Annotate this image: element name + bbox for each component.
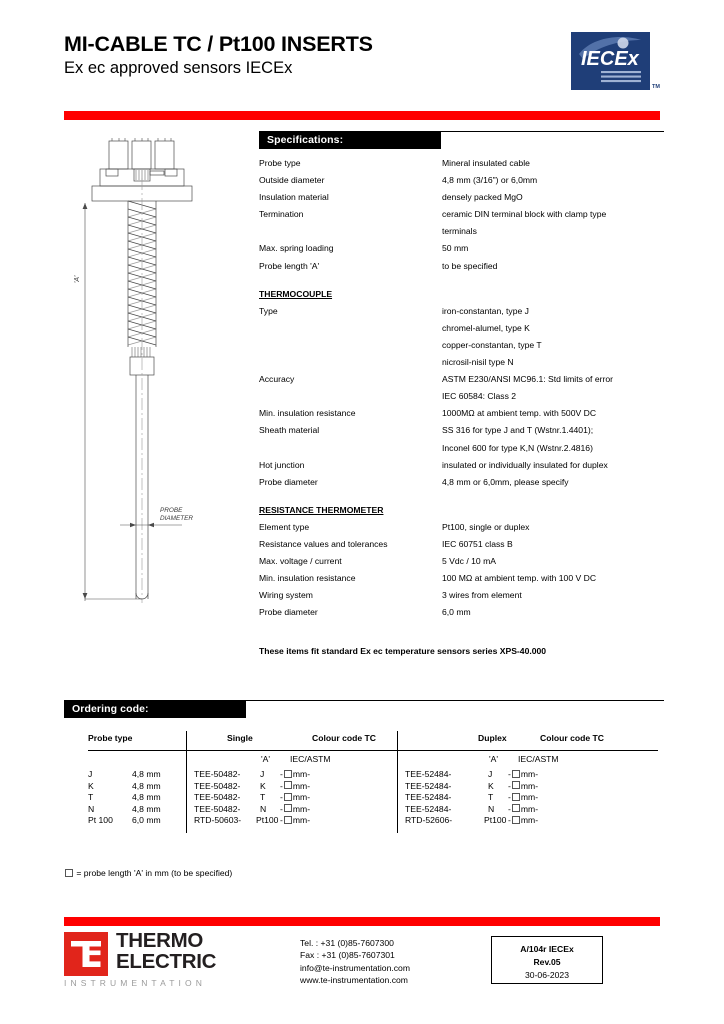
spec-row [259,374,664,391]
cell-single-type: K [260,780,266,791]
cell-diameter: 4,8 mm [132,792,161,803]
spec-value: 6,0 mm [442,607,471,618]
length-placeholder-box[interactable] [512,781,520,789]
spec-value: nicrosil-nisil type N [442,357,514,368]
cell-duplex-code: TEE-52484- [405,780,452,791]
cell-probe-type: N [88,803,95,814]
spacer [259,494,664,505]
spec-row [259,425,664,442]
cell-diameter: 4,8 mm [132,780,161,791]
thermocouple-heading-row [259,289,664,306]
spec-row [259,522,664,539]
spec-label: Resistance values and tolerances [259,538,388,549]
cell-single-code: TEE-50482- [194,792,241,803]
brand-tagline: INSTRUMENTATION [64,978,206,988]
spec-row [259,340,664,357]
col-colour-code-single: Colour code TC [312,733,376,743]
table-row [64,815,664,827]
spec-label: Wiring system [259,590,313,601]
spec-value: Inconel 600 for type K,N (Wstnr.2.4816) [442,442,593,453]
table-row [64,804,664,816]
accent-bar-bottom [64,917,660,926]
table-subheader-row [64,754,664,769]
document-reference-box [491,936,603,984]
spec-value: terminals [442,226,477,237]
subcol-a-single: 'A' [261,754,271,764]
length-placeholder-box[interactable] [284,770,292,778]
spec-row [259,443,664,460]
thermocouple-heading: THERMOCOUPLE [259,288,333,299]
spec-row [259,477,664,494]
specifications-heading: Specifications: [259,132,441,149]
spec-label: Sheath material [259,425,320,436]
spec-row [259,607,664,624]
length-placeholder-box[interactable] [512,770,520,778]
spec-row [259,573,664,590]
cell-diameter: 4,8 mm [132,769,161,779]
cell-duplex-unit: mm- [520,815,539,826]
cell-diameter: 4,8 mm [132,803,161,814]
spec-label: Outside diameter [259,175,325,186]
spec-label: Max. voltage / current [259,556,342,567]
spec-label: Insulation material [259,192,329,203]
contact-tel: Tel. : +31 (0)85-7607300 [300,938,394,948]
length-placeholder-box[interactable] [284,781,292,789]
spec-row [259,391,664,408]
svg-text:IECEx: IECEx [581,48,639,70]
spec-row [259,192,664,209]
length-placeholder-box[interactable] [512,793,520,801]
cell-single-unit: mm- [292,803,311,814]
spec-row [259,261,664,278]
cell-duplex-length: - mm- [508,815,539,826]
table-row [64,792,664,804]
brand-line-1: THERMO [116,929,204,952]
cell-single-unit: mm- [292,815,311,826]
spec-value: chromel-alumel, type K [442,322,530,333]
length-placeholder-box[interactable] [284,804,292,812]
spec-value: IEC 60751 class B [442,538,513,549]
cell-duplex-unit: mm- [520,780,539,791]
spec-row [259,539,664,556]
page-subtitle: Ex ec approved sensors IECEx [64,59,293,78]
subcol-std-single: IEC/ASTM [290,754,331,764]
cell-duplex-length: - mm- [508,780,539,791]
cell-single-type: J [260,769,265,779]
spacer [259,278,664,289]
col-probe-type: Probe type [88,733,133,743]
table-row [64,781,664,793]
cell-duplex-length: - mm- [508,803,539,814]
length-placeholder-box[interactable] [512,816,520,824]
spec-row [259,590,664,607]
cell-single-type: N [260,803,267,814]
ordering-footnote [64,868,232,878]
spec-row [259,408,664,425]
cell-duplex-unit: mm- [520,769,539,779]
cell-duplex-type: Pt100 [484,815,507,826]
length-placeholder-box[interactable] [512,804,520,812]
spec-value: ASTM E230/ANSI MC96.1: Std limits of error [442,374,613,385]
spec-value: copper-constantan, type T [442,339,542,350]
spec-value: insulated or individually insulated for duplex [442,459,608,470]
brand-line-2: ELECTRIC [116,949,217,973]
spec-value: IEC 60584: Class 2 [442,391,517,402]
length-placeholder-box[interactable] [284,793,292,801]
brand-wordmark [116,931,216,973]
spec-label: Probe diameter [259,476,318,487]
col-colour-code-duplex: Colour code TC [540,733,604,743]
cell-probe-type: T [88,792,94,803]
cell-single-code: TEE-50482- [194,769,241,779]
probe-technical-drawing [62,133,252,613]
cell-duplex-code: TEE-52484- [405,803,452,814]
spec-label: Element type [259,521,310,532]
ordering-heading: Ordering code: [64,701,246,718]
spec-row [259,226,664,243]
table-header-row [64,733,664,749]
spec-value: ceramic DIN terminal block with clamp type [442,209,607,220]
spec-row [259,175,664,192]
document-date: 30-06-2023 [525,970,569,980]
spec-value: Pt100, single or duplex [442,521,530,532]
cell-diameter: 6,0 mm [132,815,161,826]
spec-value: 4,8 mm or 6,0mm, please specify [442,476,569,487]
spec-value: 5 Vdc / 10 mA [442,556,496,567]
cell-duplex-code: TEE-52484- [405,769,452,779]
spec-row [259,306,664,323]
spec-value: Mineral insulated cable [442,158,530,168]
document-revision: Rev.05 [533,957,561,967]
cell-duplex-unit: mm- [520,803,539,814]
cell-single-type: T [260,792,266,803]
dimension-label-a: 'A' [74,275,81,283]
contact-web[interactable]: www.te-instrumentation.com [300,975,408,986]
specifications-list [259,158,664,656]
subcol-std-duplex: IEC/ASTM [518,754,559,764]
spec-label: Hot junction [259,459,305,470]
spec-row [259,556,664,573]
trademark-symbol: TM [652,84,660,90]
table-header-rule [88,750,658,751]
spec-label: Max. spring loading [259,243,334,254]
probe-diameter-label-line1: PROBE [160,507,183,514]
spec-label: Accuracy [259,374,295,385]
spec-label: Probe type [259,158,301,168]
spec-value: 3 wires from element [442,590,522,601]
spec-label: Termination [259,209,304,220]
spec-label: Type [259,305,278,316]
spec-value: 100 MΩ at ambient temp. with 100 V DC [442,573,597,584]
cell-probe-type: J [88,769,93,779]
spec-row [259,460,664,477]
spec-label: Probe length 'A' [259,260,320,271]
spec-value: 50 mm [442,243,469,254]
cell-single-type: Pt100 [256,815,279,826]
cell-single-code: RTD-50603- [194,815,242,826]
spec-value: 4,8 mm (3/16") or 6,0mm [442,175,538,186]
contact-email[interactable]: info@te-instrumentation.com [300,962,410,973]
cell-duplex-code: TEE-52484- [405,792,452,803]
ordering-footnote-text: = probe length 'A' in mm (to be specified) [76,868,233,878]
subcol-a-duplex: 'A' [489,754,499,764]
rtd-heading-row [259,505,664,522]
page-header [64,32,373,79]
cell-single-length: - mm- [280,780,311,791]
cell-duplex-type: T [488,792,494,803]
cell-duplex-type: J [488,769,493,779]
probe-diameter-label-line2: DIAMETER [160,515,194,522]
cell-duplex-unit: mm- [520,792,539,803]
cell-duplex-code: RTD-52606- [405,815,453,826]
cell-probe-type: K [88,780,94,791]
cell-single-length: - mm- [280,803,311,814]
col-duplex: Duplex [478,733,507,743]
compatibility-note: These items fit standard Ex ec temperature sensors series XPS-40.000 [259,646,547,657]
spec-row [259,243,664,260]
spec-value: to be specified [442,260,498,271]
accent-bar-top [64,111,660,120]
ordering-code-table [64,733,664,827]
spacer [259,624,664,646]
spec-value: 1000MΩ at ambient temp. with 500V DC [442,408,597,419]
cell-single-code: TEE-50482- [194,780,241,791]
cell-duplex-length: - mm- [508,769,539,779]
cell-single-code: TEE-50482- [194,803,241,814]
table-row [64,769,664,781]
length-placeholder-box [65,869,73,877]
page-title: MI-CABLE TC / Pt100 INSERTS [64,32,373,56]
rtd-heading: RESISTANCE THERMOMETER [259,504,384,515]
cell-duplex-type: N [488,803,495,814]
document-code: A/104r IECEx [520,944,574,954]
contact-fax: Fax : +31 (0)85-7607301 [300,950,395,961]
cell-duplex-type: K [488,780,494,791]
table-body [64,769,664,827]
cell-single-unit: mm- [292,792,311,803]
te-monogram-icon [64,932,108,976]
contact-block [300,937,410,987]
cell-single-unit: mm- [292,780,311,791]
spec-row [259,323,664,340]
cell-single-length: - mm- [280,815,311,826]
cell-single-length: - mm- [280,769,311,779]
spec-row [259,357,664,374]
cell-single-unit: mm- [292,769,311,779]
spec-label: Probe diameter [259,607,318,618]
cell-single-length: - mm- [280,792,311,803]
cell-duplex-length: - mm- [508,792,539,803]
length-placeholder-box[interactable] [284,816,292,824]
col-single: Single [227,733,253,743]
spec-label: Min. insulation resistance [259,573,356,584]
spec-row [259,209,664,226]
spec-value: SS 316 for type J and T (Wstnr.1.4401); [442,425,594,436]
spec-value: densely packed MgO [442,192,523,203]
spec-row [259,158,664,175]
iecex-logo [571,32,650,90]
spec-value: iron-constantan, type J [442,305,529,316]
cell-probe-type: Pt 100 [88,815,113,826]
spec-label: Min. insulation resistance [259,408,356,419]
